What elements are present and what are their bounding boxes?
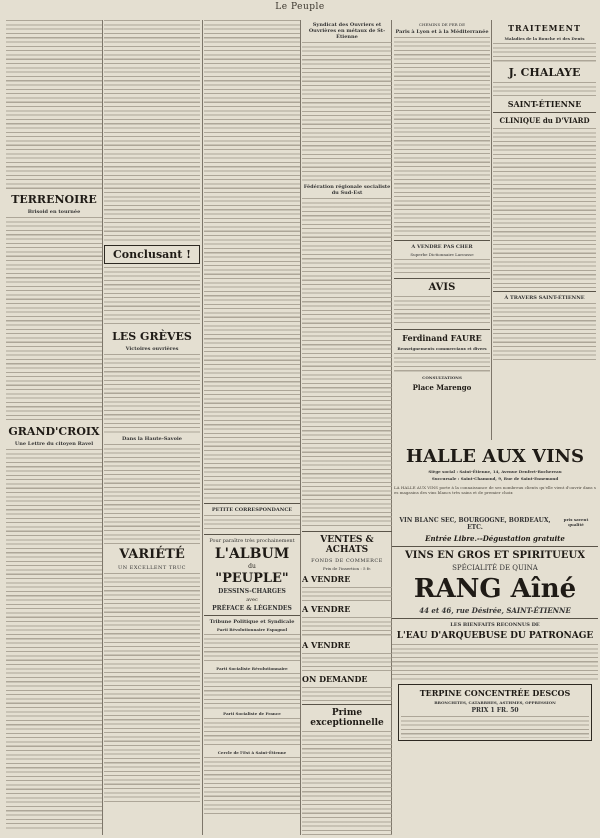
section-heading: À TRAVERS SAINT-ÉTIENNE xyxy=(504,295,585,301)
divider xyxy=(204,503,300,504)
album-title: "PEUPLE" xyxy=(215,571,289,586)
advert-subheading: 44 et 46, rue Désirée, SAINT-ÉTIENNE xyxy=(419,606,571,615)
article-subheading: Parti Socialiste de France xyxy=(223,711,281,716)
article-subheading: Parti Socialiste Révolutionnaire xyxy=(216,666,288,671)
divider xyxy=(394,240,490,241)
advertisement-block xyxy=(392,444,598,835)
article-subheading: UN EXCELLENT TRUC xyxy=(117,565,186,571)
column-2 xyxy=(104,20,200,835)
section-heading: Place Marengo xyxy=(412,383,472,392)
section-heading: TERRENOIRE xyxy=(11,193,97,206)
section-heading: PETITE CORRESPONDANCE xyxy=(211,507,293,513)
article-text xyxy=(6,217,102,422)
terpine-advert xyxy=(398,684,592,741)
advert-heading: SAINT-ÉTIENNE xyxy=(507,99,582,109)
article-text xyxy=(6,20,102,190)
advert-subheading: BRONCHITES, CATARRHES, ASTHMES, OPPRESSION xyxy=(434,700,556,705)
column-6 xyxy=(493,20,596,460)
article-text xyxy=(394,353,490,373)
column-rule xyxy=(491,20,492,440)
section-heading: GRAND'CROIX xyxy=(8,425,100,438)
divider xyxy=(394,278,490,279)
section-heading: VENTES & ACHATS xyxy=(320,535,374,555)
section-heading: Syndicat des Ouvriers et Ouvrières en métaux de St-Étienne xyxy=(308,22,386,40)
divider xyxy=(204,534,300,535)
section-heading: Paris à Lyon et à la Méditerranée xyxy=(395,29,489,35)
advert-subheading: Succursale : Saint-Chamond, 9, Rue de Saint-Ennemond xyxy=(431,476,559,481)
album-subtitle: DESSINS-CHARGES xyxy=(218,588,286,595)
advert-subheading: prix savent qualité xyxy=(563,517,589,527)
article-text xyxy=(104,20,200,242)
divider xyxy=(392,546,598,547)
advert-heading: CLINIQUE du D'VIARD xyxy=(499,116,590,125)
article-text xyxy=(302,687,392,701)
classified-heading: A VENDRE xyxy=(302,604,351,614)
column-3 xyxy=(204,20,300,835)
article-subheading: Dans la Haute-Savoie xyxy=(122,436,182,442)
section-heading: Tribune Politique et Syndicale xyxy=(209,619,295,625)
article-text xyxy=(104,573,200,803)
article-text xyxy=(394,37,490,237)
article-text xyxy=(394,259,490,275)
article-text xyxy=(302,42,392,182)
article-text xyxy=(204,20,300,500)
divider xyxy=(394,329,490,330)
article-text xyxy=(204,757,300,817)
article-text xyxy=(204,673,300,709)
advert-heading: HALLE AUX VINS xyxy=(405,446,584,467)
article-text xyxy=(401,716,589,738)
article-subheading: Cercle de l'Est à Saint-Étienne xyxy=(217,750,287,755)
divider xyxy=(302,531,392,532)
classified-heading: A VENDRE xyxy=(302,574,351,584)
article-subheading: CONSULTATIONS xyxy=(422,375,462,380)
advert-subheading: PRIX 1 FR. 50 xyxy=(471,707,519,714)
article-text xyxy=(493,303,596,363)
section-heading: Ferdinand FAURE xyxy=(402,333,482,343)
advert-subheading: LES BIENFAITS RECONNUS DE xyxy=(450,622,540,628)
album-title: du xyxy=(248,563,256,570)
column-rule xyxy=(300,20,301,835)
article-text xyxy=(493,82,596,96)
article-text xyxy=(392,644,598,682)
article-text xyxy=(302,198,392,528)
section-heading: Conclusant ! xyxy=(104,245,200,264)
advert-heading: Entrée Libre.--Dégustation gratuite xyxy=(425,534,565,543)
advert-heading: J. CHALAYE xyxy=(508,66,581,79)
article-text xyxy=(104,267,200,327)
article-subheading: Parti Révolutionnaire Espagnol xyxy=(216,627,288,632)
article-text xyxy=(302,587,392,601)
section-heading: Prime exceptionnelle xyxy=(310,708,384,728)
article-text xyxy=(302,653,392,671)
masthead: Le Peuple xyxy=(275,2,325,12)
article-subheading: Superbe Dictionnaire Larousse xyxy=(410,252,474,257)
advert-subheading: SPÉCIALITÉ DE QUINA xyxy=(452,564,538,572)
article-subheading: Maladies de la Bouche et des Dents xyxy=(504,36,585,41)
article-subheading: Victoires ouvrières xyxy=(125,346,179,352)
column-5 xyxy=(394,20,490,460)
article-text xyxy=(204,634,300,664)
section-heading: AVIS xyxy=(428,282,456,293)
article-text xyxy=(394,296,490,326)
column-4 xyxy=(302,20,392,835)
divider xyxy=(493,291,596,292)
article-subheading: Renseignements commerciaux et divers xyxy=(397,346,487,351)
album-title: L'ALBUM xyxy=(214,546,290,562)
article-subheading: FONDS DE COMMERCE xyxy=(311,558,383,564)
album-subtitle: PRÉFACE & LÉGENDES xyxy=(212,605,292,612)
divider xyxy=(392,618,598,619)
advert-subheading: Siège social : Saint-Étienne, 14, Avenue Denfert-Rochereau xyxy=(428,469,562,474)
section-heading: Fédération régionale socialiste du Sud-Est xyxy=(303,184,391,196)
article-text xyxy=(6,449,102,829)
price-note: Prix de l'insertion : 5 fr. xyxy=(323,566,371,571)
article-text xyxy=(204,515,300,531)
article-text xyxy=(104,444,200,544)
article-text xyxy=(302,617,392,637)
classified-heading: ON DEMANDE xyxy=(302,674,368,684)
advert-subheading: VIN BLANC SEC, BOURGOGNE, BORDEAUX, ETC. xyxy=(399,517,551,531)
section-heading: VARIÉTÉ xyxy=(119,547,185,562)
divider xyxy=(493,112,596,113)
article-subheading: Une Lettre du citoyen Ravel xyxy=(14,441,94,447)
column-rule xyxy=(102,20,103,835)
article-subheading: Brisoid en tournée xyxy=(27,209,81,215)
article-text xyxy=(204,718,300,748)
section-heading: TRAITEMENT xyxy=(508,23,581,33)
column-rule xyxy=(202,20,203,835)
album-subtitle: avec xyxy=(246,597,258,603)
section-heading: A VENDRE PAS CHER xyxy=(411,244,473,250)
section-heading: LES GRÈVES xyxy=(112,330,192,343)
column-1 xyxy=(6,20,102,835)
divider xyxy=(302,704,392,705)
advert-text: LA HALLE AUX VINS porte à la connaissance de ses nombreux clients qu'elle vient d'ouvrir dans ses magasins des vins blancs très sains et de premier choix xyxy=(394,485,596,495)
article-text xyxy=(493,128,596,288)
advert-heading: TERPINE CONCENTRÉE DESCOS xyxy=(419,688,571,698)
notice-line: Pour paraître très prochainement xyxy=(209,538,295,544)
advert-heading: VINS EN GROS ET SPIRITUEUX xyxy=(404,550,585,561)
advert-heading: RANG Aîné xyxy=(413,574,577,604)
article-text xyxy=(493,43,596,63)
section-heading: CHEMINS DE FER DE xyxy=(418,22,466,27)
classified-heading: A VENDRE xyxy=(302,640,351,650)
article-text xyxy=(302,731,392,835)
article-text xyxy=(104,354,200,434)
divider xyxy=(204,615,300,616)
advert-heading: L'EAU D'ARQUEBUSE DU PATRONAGE xyxy=(396,631,594,641)
